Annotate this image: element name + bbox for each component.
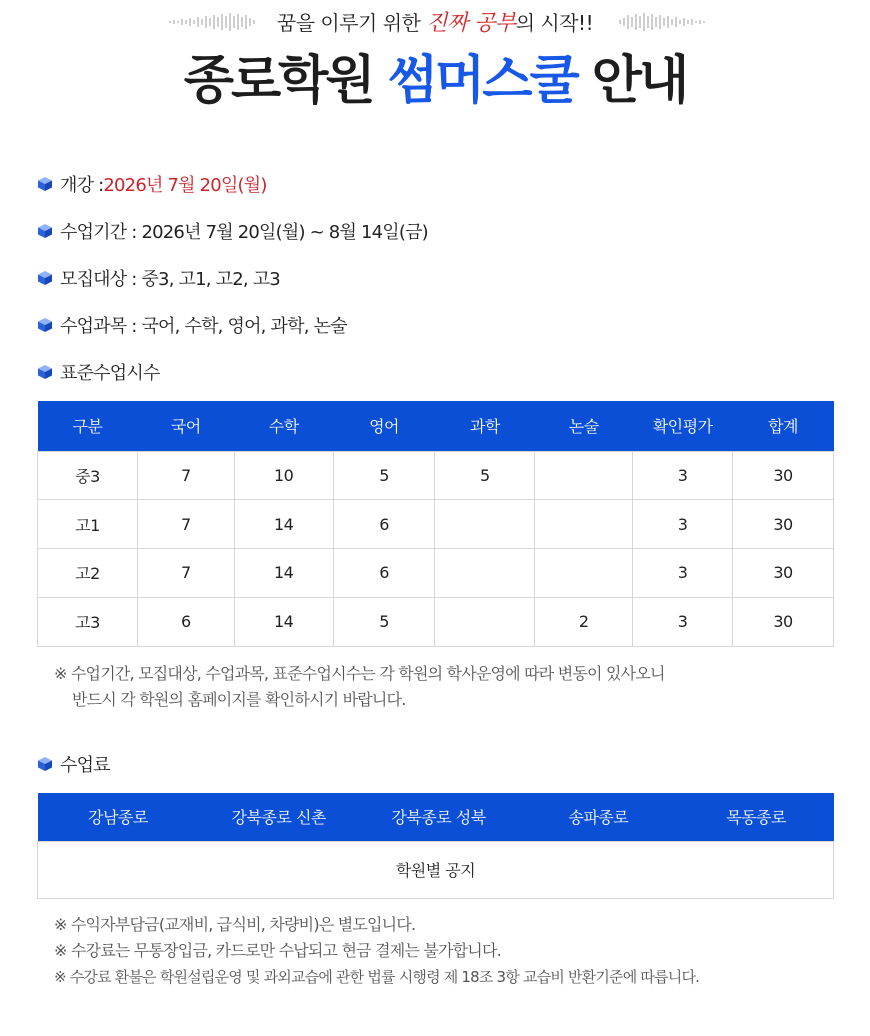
table-cell: 5 [435, 451, 535, 500]
table-cell: 3 [633, 549, 733, 598]
table-cell: 3 [633, 500, 733, 549]
col-header: 영어 [333, 401, 435, 451]
table-row [38, 549, 834, 598]
cube-bullet-icon [38, 224, 52, 238]
table-cell [435, 597, 535, 646]
info-hours-heading [38, 358, 160, 386]
table-row [38, 597, 834, 646]
subjects-text: 수업과목 : 국어, 수학, 영어, 과학, 논술 [60, 316, 347, 337]
tagline [0, 6, 870, 37]
fee-body-cell: 학원별 공지 [38, 841, 834, 898]
table-cell: 3 [633, 451, 733, 500]
table-cell [535, 451, 633, 500]
fee-note: ※ 수강료 환불은 학원설립운영 및 과외교습에 관한 법률 시행령 제 18조 3항 교습비 반환기준에 따릅니다. [54, 968, 700, 986]
target-text: 모집대상 : 중3, 고1, 고2, 고3 [60, 269, 280, 290]
table-cell [535, 549, 633, 598]
fee-table [37, 793, 834, 899]
hours-note-line2: 반드시 각 학원의 홈페이지를 확인하시기 바랍니다. [72, 690, 406, 709]
title-prefix: 종로학원 [183, 51, 388, 111]
hours-heading: 표준수업시수 [60, 363, 160, 384]
table-cell: 5 [333, 451, 435, 500]
table-cell: 고2 [38, 549, 138, 598]
cube-bullet-icon [38, 271, 52, 285]
col-header: 과학 [435, 401, 535, 451]
table-row [38, 451, 834, 500]
hours-header-row [38, 401, 834, 451]
table-cell: 7 [137, 451, 234, 500]
table-cell: 6 [333, 549, 435, 598]
table-cell [435, 500, 535, 549]
table-cell [535, 500, 633, 549]
hours-note-line1: ※ 수업기간, 모집대상, 수업과목, 표준수업시수는 각 학원의 학사운영에 따라 변동이 있사오니 [54, 664, 665, 683]
branch-header: 목동종로 [679, 793, 834, 841]
table-cell [435, 549, 535, 598]
cube-bullet-icon [38, 757, 52, 771]
fee-note: ※ 수익자부담금(교재비, 급식비, 차량비)은 별도입니다. [54, 915, 416, 934]
table-cell: 고1 [38, 500, 138, 549]
table-cell: 6 [137, 597, 234, 646]
info-target [38, 264, 280, 292]
table-cell: 30 [733, 451, 834, 500]
info-subjects [38, 311, 347, 339]
title-highlight: 썸머스쿨 [387, 51, 577, 111]
col-header: 논술 [535, 401, 633, 451]
table-cell: 중3 [38, 451, 138, 500]
table-row [38, 500, 834, 549]
table-cell: 30 [733, 500, 834, 549]
period-text: 수업기간 : 2026년 7월 20일(월) ~ 8월 14일(금) [60, 222, 428, 243]
tagline-highlight: 진짜 공부 [426, 11, 516, 36]
cube-bullet-icon [38, 365, 52, 379]
fee-header-row [38, 793, 834, 841]
cube-bullet-icon [38, 177, 52, 191]
branch-header: 송파종로 [518, 793, 679, 841]
table-cell: 30 [733, 597, 834, 646]
table-cell: 14 [234, 500, 333, 549]
hours-note [54, 661, 665, 713]
opening-label: 개강 : [60, 175, 104, 196]
title-suffix: 안내 [576, 51, 687, 111]
fee-heading: 수업료 [60, 755, 110, 776]
info-opening [38, 170, 267, 198]
table-cell: 10 [234, 451, 333, 500]
table-row [38, 841, 834, 898]
table-cell: 7 [137, 549, 234, 598]
tagline-suffix: 의 시작!! [515, 11, 594, 35]
table-cell: 3 [633, 597, 733, 646]
fee-note: ※ 수강료는 무통장입금, 카드로만 수납되고 현금 결제는 불가합니다. [54, 941, 501, 960]
fee-heading-row [38, 750, 110, 778]
table-cell: 고3 [38, 597, 138, 646]
table-cell: 14 [234, 597, 333, 646]
col-header: 수학 [234, 401, 333, 451]
fee-notes [54, 912, 699, 990]
page-title [0, 38, 870, 113]
hours-table [37, 401, 834, 647]
table-cell: 2 [535, 597, 633, 646]
col-header: 구분 [38, 401, 138, 451]
col-header: 합계 [733, 401, 834, 451]
cube-bullet-icon [38, 318, 52, 332]
table-cell: 6 [333, 500, 435, 549]
branch-header: 강남종로 [38, 793, 199, 841]
branch-header: 강북종로 신촌 [198, 793, 359, 841]
table-cell: 30 [733, 549, 834, 598]
col-header: 국어 [137, 401, 234, 451]
table-cell: 7 [137, 500, 234, 549]
col-header: 확인평가 [633, 401, 733, 451]
tagline-prefix: 꿈을 이루기 위한 [276, 11, 427, 35]
sound-wave-right-icon [618, 12, 708, 32]
opening-value: 2026년 7월 20일(월) [103, 175, 267, 196]
info-period [38, 217, 428, 245]
branch-header: 강북종로 성북 [359, 793, 518, 841]
table-cell: 5 [333, 597, 435, 646]
page-header [0, 0, 870, 120]
table-cell: 14 [234, 549, 333, 598]
